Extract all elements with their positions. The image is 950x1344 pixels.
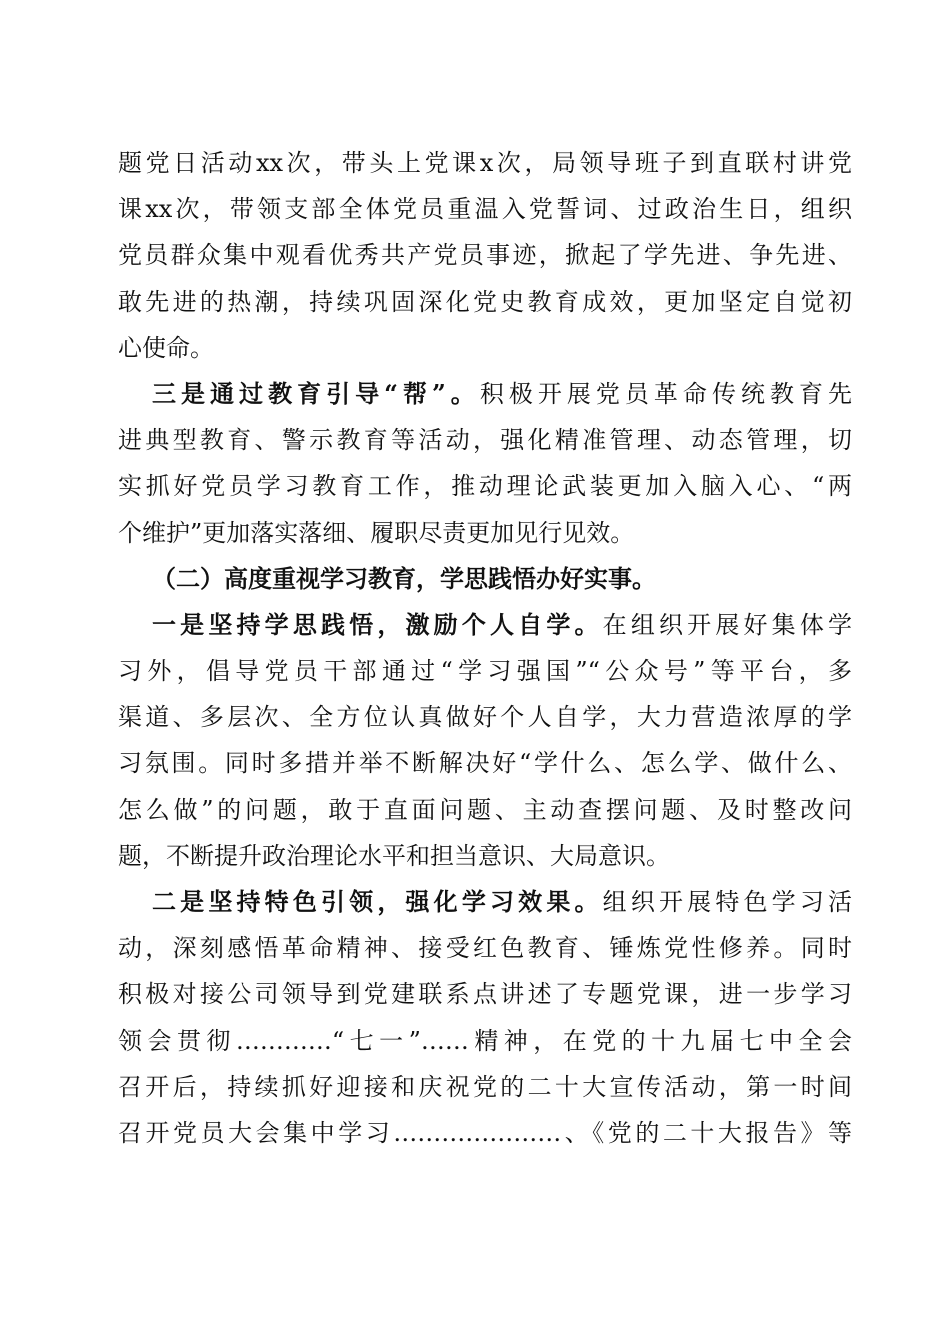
section-heading [118, 561, 852, 607]
line-text: 在组织开展好集体学 [602, 610, 853, 639]
text-line [118, 468, 852, 514]
line-text: 心使命。 [118, 333, 214, 362]
document-body [118, 145, 852, 1161]
text-line [118, 422, 852, 468]
text-line [118, 1023, 852, 1069]
line-text: 党员群众集中观看优秀共产党员事迹，掀起了学先进、争先进、 [118, 241, 852, 270]
text-line [118, 561, 852, 607]
line-text: 题，不断提升政治理论水平和担当意识、大局意识。 [118, 841, 670, 870]
line-text: 积极对接公司领导到党建联系点讲述了专题党课，进一步学习 [118, 980, 852, 1009]
line-text: 课xx次，带领支部全体党员重温入党誓词、过政治生日，组织 [118, 195, 852, 224]
line-text: 积极开展党员革命传统教育先 [479, 379, 853, 408]
line-text: 实抓好党员学习教育工作，推动理论武装更加入脑入心、“两 [118, 472, 852, 501]
text-line [118, 745, 852, 791]
line-text: 题党日活动xx次，带头上党课x次，局领导班子到直联村讲党 [118, 149, 852, 177]
text-line [118, 792, 852, 838]
text-line [118, 976, 852, 1022]
text-line [118, 515, 852, 561]
text-line [118, 930, 852, 976]
line-text: 敢先进的热潮，持续巩固深化党史教育成效，更加坚定自觉初 [118, 287, 852, 316]
paragraph [118, 376, 852, 561]
text-line [118, 145, 852, 191]
text-line [118, 284, 852, 330]
paragraph [118, 145, 852, 376]
line-text: 召开后，持续抓好迎接和庆祝党的二十大宣传活动，第一时间 [118, 1072, 852, 1101]
text-line [118, 653, 852, 699]
line-text: 怎么做”的问题，敢于直面问题、主动查摆问题、及时整改问 [118, 795, 852, 824]
text-line [118, 607, 852, 653]
line-text: 习外，倡导党员干部通过“学习强国”“公众号”等平台，多 [118, 657, 852, 686]
paragraph [118, 884, 852, 1161]
line-text: 习氛围。同时多措并举不断解决好“学什么、怎么学、做什么、 [118, 749, 852, 778]
paragraph-lead: 三是通过教育引导“帮”。 [152, 378, 480, 408]
text-line [118, 237, 852, 283]
text-line [118, 838, 852, 884]
text-line [118, 1115, 852, 1161]
paragraph-lead: 二是坚持特色引领，强化学习效果。 [152, 887, 603, 916]
text-line [118, 884, 852, 930]
paragraph-lead: 一是坚持学思践悟，激励个人自学。 [152, 609, 603, 639]
text-line [118, 376, 852, 422]
text-line [118, 1069, 852, 1115]
line-text: 召开党员大会集中学习…………………、《党的二十大报告》等 [118, 1118, 852, 1147]
text-line [118, 330, 852, 376]
text-line [118, 191, 852, 237]
line-text: 领会贯彻…………“七一”……精神，在党的十九届七中全会 [118, 1026, 852, 1055]
line-text: 动，深刻感悟革命精神、接受红色教育、锤炼党性修养。同时 [118, 934, 852, 963]
line-text: （二）高度重视学习教育，学思践悟办好实事。 [152, 563, 656, 593]
paragraph [118, 607, 852, 884]
line-text: 进典型教育、警示教育等活动，强化精准管理、动态管理，切 [118, 426, 852, 455]
line-text: 个维护”更加落实落细、履职尽责更加见行见效。 [118, 518, 635, 547]
line-text: 组织开展特色学习活 [602, 888, 853, 916]
text-line [118, 699, 852, 745]
line-text: 渠道、多层次、全方位认真做好个人自学，大力营造浓厚的学 [118, 703, 852, 732]
